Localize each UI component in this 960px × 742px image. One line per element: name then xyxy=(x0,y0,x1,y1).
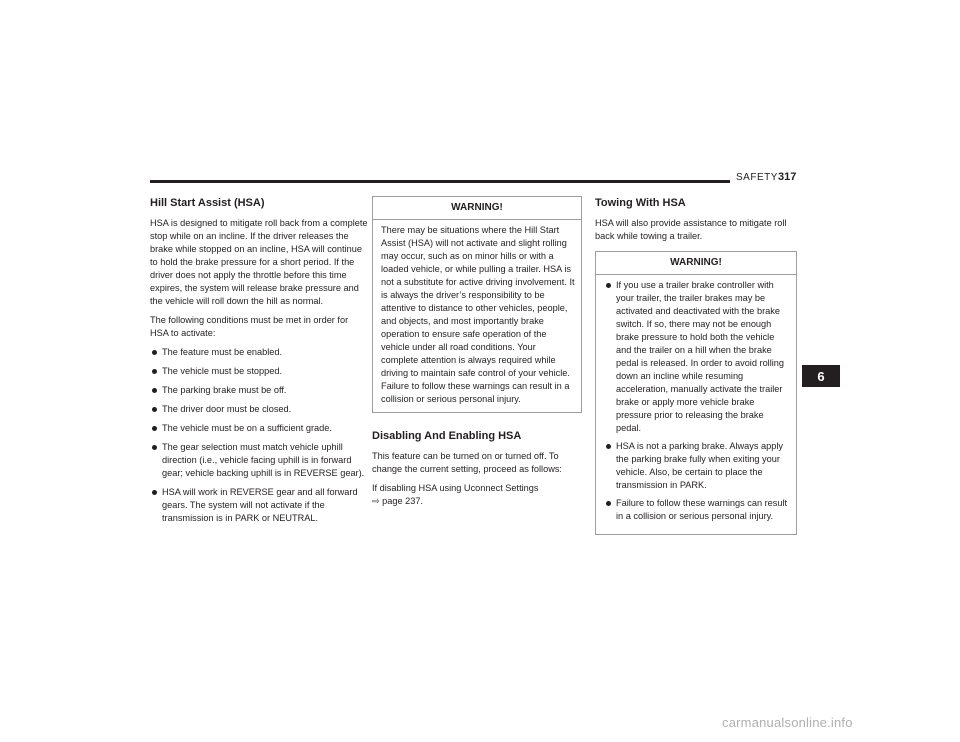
warning-body xyxy=(373,220,581,412)
disabling-heading: Disabling And Enabling HSA xyxy=(372,430,522,442)
warning-box-hsa xyxy=(372,196,582,413)
list-item: HSA will work in REVERSE gear and all forward gears. The system will not activate if the transmission is in PARK or NEUTRAL. xyxy=(150,486,368,525)
column-towing xyxy=(595,196,797,535)
list-item: The vehicle must be stopped. xyxy=(150,365,368,378)
bullet-icon xyxy=(152,350,157,355)
watermark: carmanualsonline.info xyxy=(722,715,853,730)
disabling-reference: If disabling HSA using Uconnect Settings ⇨ page 237. xyxy=(372,483,539,506)
hsa-heading: Hill Start Assist (HSA) xyxy=(150,197,265,209)
bullet-icon xyxy=(152,407,157,412)
towing-warning-list xyxy=(604,279,790,523)
bullet-icon xyxy=(152,490,157,495)
list-item: The gear selection must match vehicle uphill direction (i.e., vehicle facing uphill is in forward gear; vehicle backing uphill is in REVERSE gear). xyxy=(150,441,368,480)
bullet-icon xyxy=(152,369,157,374)
warning-title: WARNING! xyxy=(373,197,581,220)
hsa-conditions-intro: The following conditions must be met in order for HSA to activate: xyxy=(150,315,349,338)
hsa-intro: HSA is designed to mitigate roll back from a complete stop while on an incline. If the driver releases the brake while stopped on an incline, HSA will continue to hold the brake pressure for a short period. If the driver does not apply the throttle before this time expires, the system will release brake pressure and the vehicle will roll down the hill as normal. xyxy=(150,218,368,306)
warning-body xyxy=(596,275,796,534)
header-rule xyxy=(150,180,730,183)
list-item: The driver door must be closed. xyxy=(150,403,368,416)
warning-text: There may be situations where the Hill Start Assist (HSA) will not activate and slight rolling may occur, such as on minor hills or with a loaded vehicle, or while pulling a trailer. HSA is not a substitute for active driving involvement. It is always the driver’s responsibility to be attentive to distance to other vehicles, people, and objects, and most importantly brake operation to ensure safe operation of the vehicle under all road conditions. Your complete attention is always required while driving to maintain safe control of your vehicle. Failure to follow these warnings can result in a collision or serious personal injury. xyxy=(381,225,575,404)
bullet-icon xyxy=(152,388,157,393)
warning-title: WARNING! xyxy=(596,252,796,275)
chapter-tab: 6 xyxy=(802,365,840,387)
list-item: The parking brake must be off. xyxy=(150,384,368,397)
list-item: The vehicle must be on a sufficient grade. xyxy=(150,422,368,435)
bullet-icon xyxy=(606,283,611,288)
hsa-conditions-list xyxy=(150,346,368,525)
bullet-icon xyxy=(606,501,611,506)
warning-box-towing xyxy=(595,251,797,535)
page-reference-link[interactable]: page 237. xyxy=(382,496,423,506)
list-item: The feature must be enabled. xyxy=(150,346,368,359)
disabling-text: This feature can be turned on or turned off. To change the current setting, proceed as follows: xyxy=(372,451,562,474)
bullet-icon xyxy=(152,426,157,431)
page-number: 317 xyxy=(778,171,797,183)
list-item: If you use a trailer brake controller with your trailer, the trailer brakes may be activated and deactivated with the brake switch. If so, there may not be enough brake pressure to hold both the vehicle and the trailer on a hill when the brake pedal is released. In order to avoid rolling down an incline while resuming acceleration, manually activate the trailer brake or apply more vehicle brake pressure prior to releasing the brake pedal. xyxy=(604,279,790,435)
column-hill-start-assist xyxy=(150,196,368,531)
bullet-icon xyxy=(152,445,157,450)
bullet-icon xyxy=(606,444,611,449)
towing-heading: Towing With HSA xyxy=(595,197,686,209)
list-item: HSA is not a parking brake. Always apply the parking brake fully when exiting your vehicle. Also, be certain to place the transmission in PARK. xyxy=(604,440,790,492)
section-title: SAFETY xyxy=(736,172,778,183)
list-item: Failure to follow these warnings can result in a collision or serious personal injury. xyxy=(604,497,790,523)
towing-text: HSA will also provide assistance to mitigate roll back while towing a trailer. xyxy=(595,218,787,241)
column-warning-disabling xyxy=(372,196,582,514)
arrow-right-icon: ⇨ xyxy=(372,496,380,506)
